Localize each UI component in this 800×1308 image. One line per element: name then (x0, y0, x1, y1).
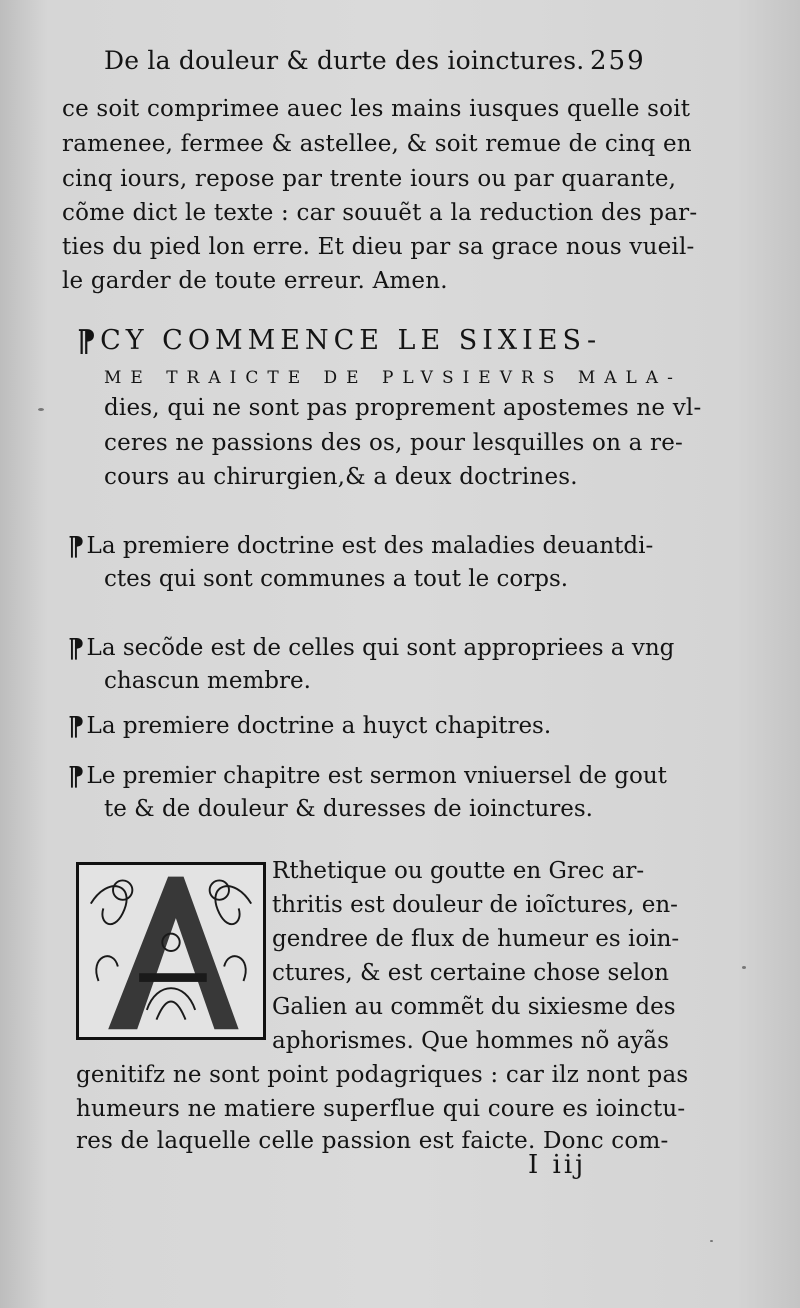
text-line: ctures, & est certaine chose selon (272, 960, 669, 986)
text-line: gendree de flux de humeur es ioin- (272, 926, 680, 952)
text-line: res de laquelle celle passion est faicte. Donc com- (76, 1128, 669, 1154)
running-head (0, 46, 800, 86)
text-line: ties du pied lon erre. Et dieu par sa grace nous vueil- (62, 234, 695, 260)
entry-continuation: ctes qui sont communes a tout le corps. (104, 566, 569, 592)
list-item (68, 712, 551, 742)
text-line: Galien au commẽt du sixiesme des (272, 994, 676, 1020)
list-item (68, 532, 653, 562)
text-line: humeurs ne matiere superflue qui coure es ioinctu- (76, 1096, 686, 1122)
text-line: ce soit comprimee auec les mains iusques quelle soit (62, 96, 691, 122)
entry-text: La premiere doctrine est des maladies deuantdi- (86, 533, 654, 559)
heading-text: CY COMMENCE LE SIXIES- (100, 325, 602, 356)
pilcrow-icon: ¶ (68, 712, 85, 742)
list-item (68, 762, 667, 792)
page-number: 259 (590, 46, 646, 76)
paper-speck (710, 1240, 713, 1242)
text-line: le garder de toute erreur. Amen. (62, 268, 448, 294)
signature-mark: I iij (528, 1150, 587, 1180)
section-heading-line2: ME TRAICTE DE PLVSIEVRS MALA- (104, 368, 682, 388)
text-line: ramenee, fermee & astellee, & soit remue de cinq en (62, 131, 692, 157)
pilcrow-icon: ¶ (68, 762, 85, 792)
text-line: thritis est douleur de ioĩctures, en- (272, 892, 678, 918)
ornamental-initial (76, 862, 266, 1040)
initial-a-ornament (79, 865, 263, 1037)
pilcrow-icon: ¶ (72, 324, 97, 359)
list-item (68, 634, 674, 664)
entry-continuation: chascun membre. (104, 668, 311, 694)
text-line: ceres ne passions des os, pour lesquilles on a re- (104, 430, 684, 456)
entry-text: La premiere doctrine a huyct chapitres. (86, 713, 552, 739)
text-line: Rthetique ou goutte en Grec ar- (272, 858, 645, 884)
text-line: genitifz ne sont point podagriques : car ilz nont pas (76, 1062, 689, 1088)
text-line: dies, qui ne sont pas proprement apostemes ne vl- (104, 395, 702, 421)
running-title: De la douleur & durte des ioinctures. (104, 46, 585, 75)
paper-speck (742, 966, 746, 969)
text-line: cours au chirurgien,& a deux doctrines. (104, 464, 578, 490)
pilcrow-icon: ¶ (68, 532, 85, 562)
entry-continuation: te & de douleur & duresses de ioinctures. (104, 796, 593, 822)
text-line: cinq iours, repose par trente iours ou par quarante, (62, 166, 677, 192)
entry-text: Le premier chapitre est sermon vniuersel de gout (86, 763, 667, 789)
section-heading (72, 324, 601, 359)
entry-text: La secõde est de celles qui sont appropriees a vng (86, 635, 675, 661)
pilcrow-icon: ¶ (68, 634, 85, 664)
text-line: cõme dict le texte : car souuẽt a la reduction des par- (62, 200, 698, 226)
text-line: aphorismes. Que hommes nõ ayãs (272, 1028, 669, 1054)
paper-speck (38, 408, 44, 411)
